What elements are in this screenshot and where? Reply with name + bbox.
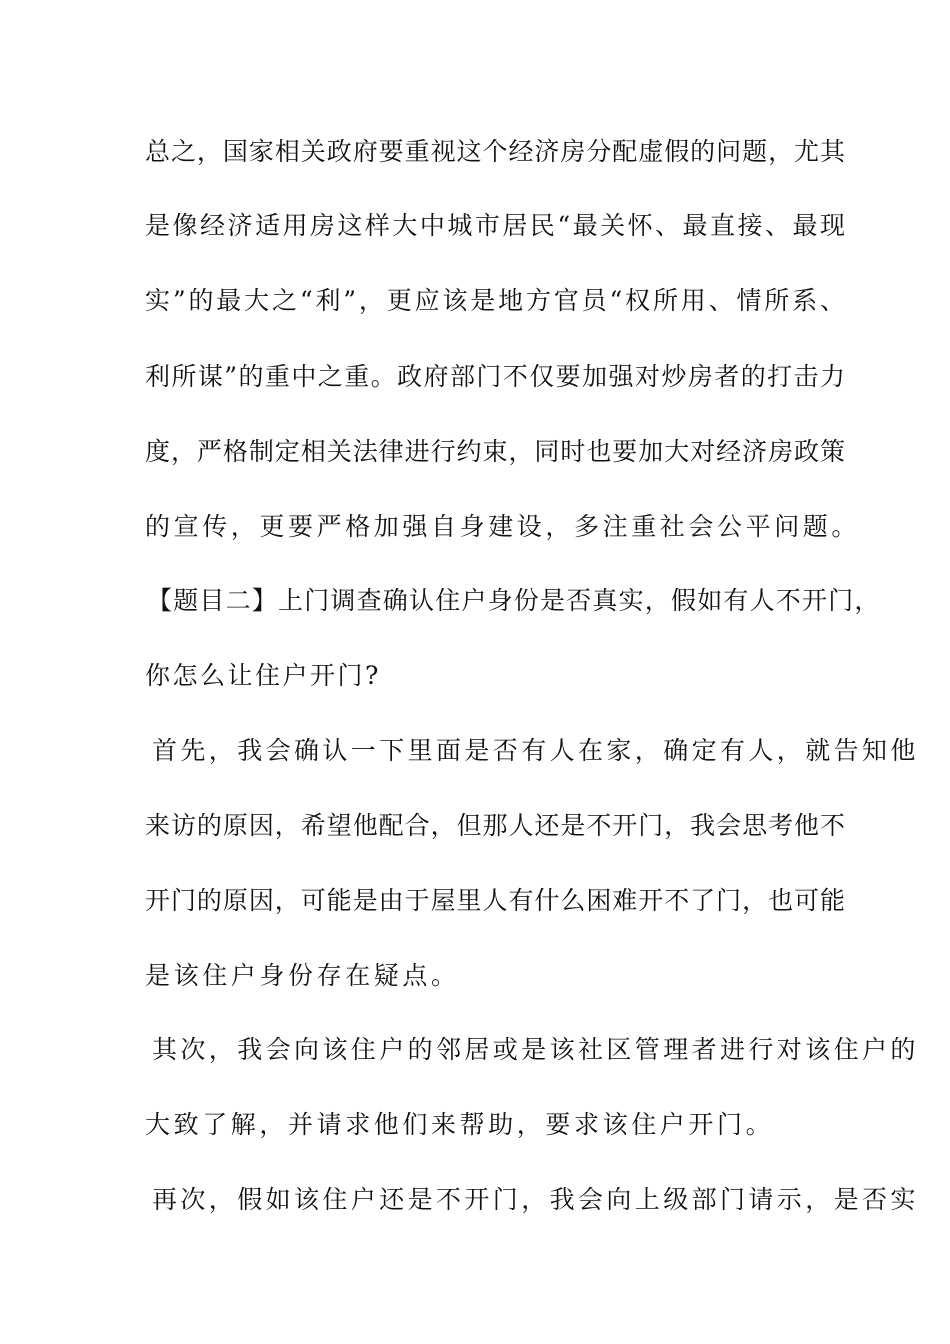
paragraph-line: 再次，假如该住户还是不开门，我会向上级部门请示，是否实 bbox=[152, 1185, 919, 1214]
paragraph-line: 是该住户身份存在疑点。 bbox=[145, 961, 460, 990]
paragraph-line: 的宣传，更要严格加强自身建设，多注重社会公平问题。 bbox=[145, 512, 861, 541]
paragraph-line: 开门的原因，可能是由于屋里人有什么困难开不了门，也可能 bbox=[145, 886, 845, 915]
question-line: 【题目二】上门调查确认住户身份是否真实，假如有人不开门， bbox=[147, 586, 881, 615]
paragraph-line: 其次，我会向该住户的邻居或是该社区管理者进行对该住户的 bbox=[152, 1035, 919, 1064]
paragraph-line: 首先，我会确认一下里面是否有人在家，确定有人，就告知他 bbox=[152, 736, 919, 765]
paragraph-line: 大致了解，并请求他们来帮助，要求该住户开门。 bbox=[145, 1110, 775, 1139]
paragraph-line: 总之，国家相关政府要重视这个经济房分配虚假的问题，尤其 bbox=[145, 137, 845, 166]
paragraph-line: 利所谋”的重中之重。政府部门不仅要加强对炒房者的打击力 bbox=[145, 362, 845, 391]
paragraph-line: 实”的最大之“利”，更应该是地方官员“权所用、情所系、 bbox=[145, 286, 845, 315]
paragraph-line: 来访的原因，希望他配合，但那人还是不开门，我会思考他不 bbox=[145, 811, 845, 840]
question-line: 你怎么让住户开门? bbox=[145, 661, 381, 690]
paragraph-line: 是像经济适用房这样大中城市居民“最关怀、最直接、最现 bbox=[145, 211, 845, 240]
paragraph-line: 度，严格制定相关法律进行约束，同时也要加大对经济房政策 bbox=[145, 437, 845, 466]
